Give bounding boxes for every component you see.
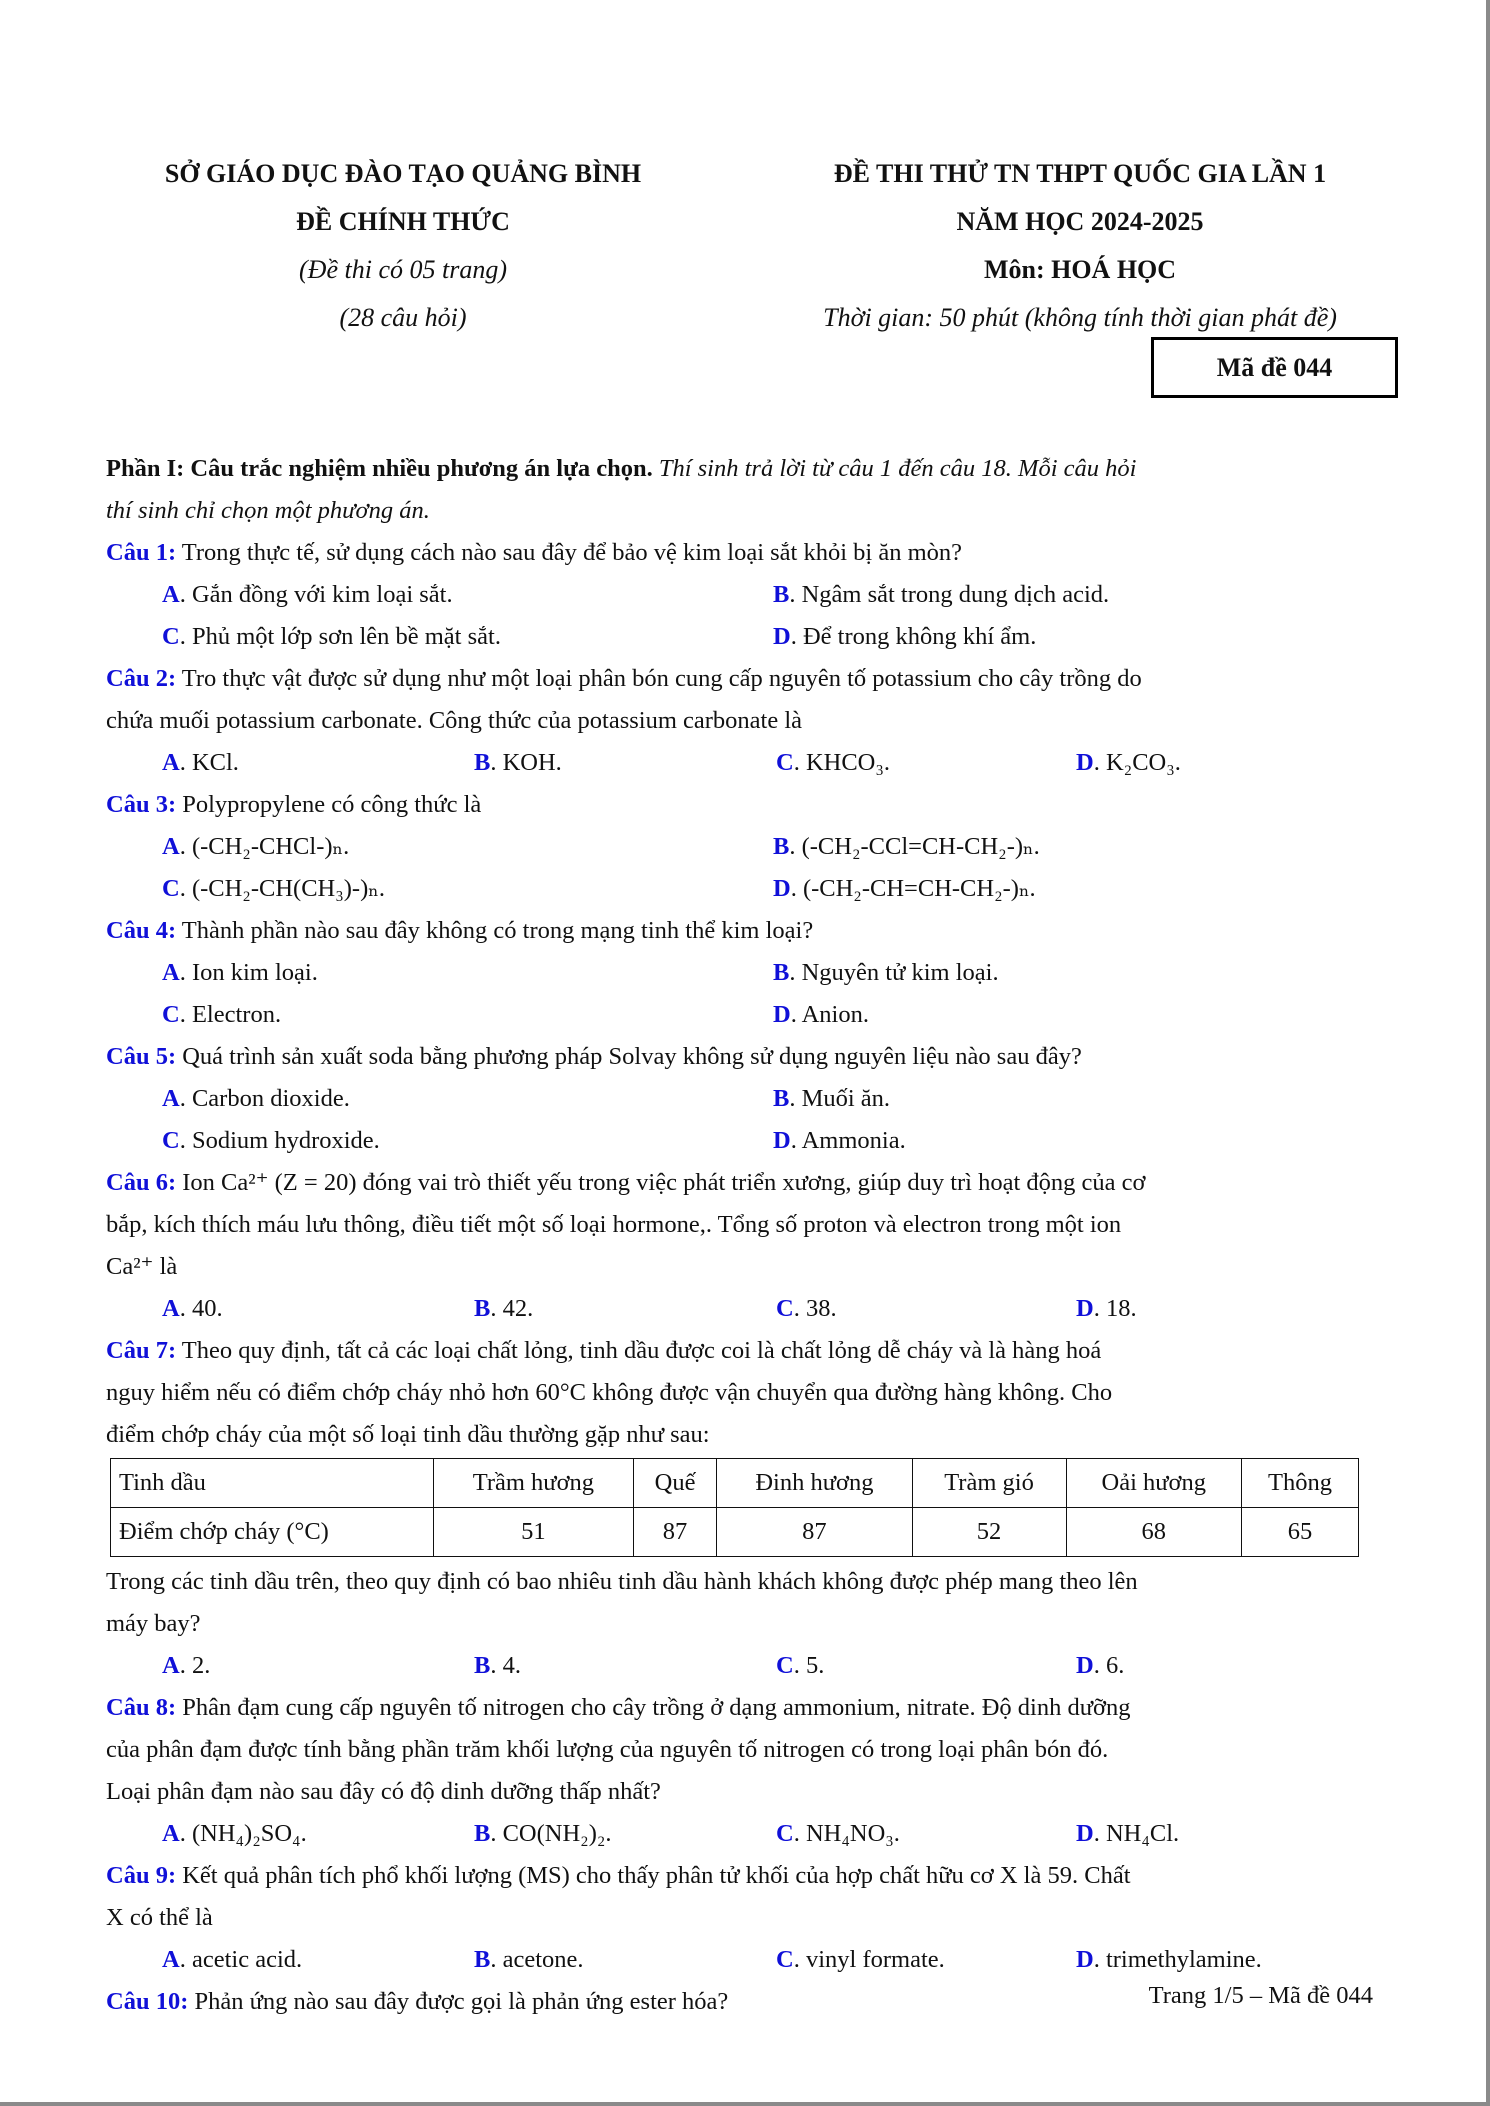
- option-text: . NH₄NO₃.: [793, 1820, 900, 1847]
- option-text: . Ngâm sắt trong dung dịch acid.: [789, 581, 1110, 608]
- option-letter: D: [1076, 1946, 1094, 1973]
- question-text-cont: điểm chớp cháy của một số loại tinh dầu thường gặp như sau:: [106, 1421, 710, 1448]
- option-b[interactable]: [474, 1288, 776, 1330]
- header-left: [118, 150, 688, 342]
- option-b[interactable]: [773, 826, 1384, 868]
- option-text: . 5.: [793, 1652, 825, 1679]
- option-letter: B: [773, 1085, 790, 1112]
- option-letter: A: [162, 1085, 180, 1112]
- table-cell: Đinh hương: [717, 1459, 912, 1508]
- option-text: . Ion kim loại.: [179, 959, 318, 986]
- question-3: [106, 784, 1384, 826]
- option-b[interactable]: [773, 952, 1384, 994]
- option-text: . K₂CO₃.: [1093, 749, 1181, 776]
- option-text: . 40.: [179, 1295, 223, 1322]
- option-b[interactable]: [773, 1078, 1384, 1120]
- option-b[interactable]: [474, 1939, 776, 1981]
- option-letter: D: [773, 875, 791, 902]
- option-text: . Để trong không khí ẩm.: [790, 623, 1037, 650]
- option-a[interactable]: [162, 1078, 773, 1120]
- options-row: [106, 1078, 1384, 1120]
- option-text: . Phủ một lớp sơn lên bề mặt sắt.: [179, 623, 501, 650]
- option-d[interactable]: [1076, 742, 1376, 784]
- table-cell: Điểm chớp cháy (°C): [111, 1508, 434, 1557]
- option-text: . Ammonia.: [790, 1127, 906, 1154]
- option-a[interactable]: [162, 826, 773, 868]
- question-1: [106, 532, 1384, 574]
- question-label: Câu 7:: [106, 1337, 177, 1364]
- option-text: . KCl.: [179, 749, 239, 776]
- option-letter: A: [162, 833, 180, 860]
- question-5: [106, 1036, 1384, 1078]
- flash-point-table: [110, 1458, 1359, 1557]
- options-row: [106, 952, 1384, 994]
- option-d[interactable]: [773, 616, 1384, 658]
- question-text-cont: nguy hiểm nếu có điểm chớp cháy nhỏ hơn 60°C không được vận chuyển qua đường hàng không. Cho: [106, 1379, 1113, 1406]
- question-label: Câu 2:: [106, 665, 177, 692]
- table-cell: Tràm gió: [912, 1459, 1066, 1508]
- option-text: . NH₄Cl.: [1093, 1820, 1180, 1847]
- options-row: [106, 1120, 1384, 1162]
- option-letter: C: [162, 1001, 180, 1028]
- question-8: [106, 1687, 1384, 1729]
- option-letter: D: [1076, 1295, 1094, 1322]
- question-text: Thành phần nào sau đây không có trong mạng tinh thể kim loại?: [176, 917, 814, 944]
- option-text: . 6.: [1093, 1652, 1125, 1679]
- option-d[interactable]: [773, 1120, 1384, 1162]
- option-letter: B: [474, 1820, 491, 1847]
- option-letter: B: [474, 1946, 491, 1973]
- option-b[interactable]: [773, 574, 1384, 616]
- option-a[interactable]: [162, 574, 773, 616]
- option-text: . KHCO₃.: [793, 749, 891, 776]
- official-exam-label: ĐỀ CHÍNH THỨC: [296, 207, 510, 236]
- option-text: . Gắn đồng với kim loại sắt.: [179, 581, 453, 608]
- option-a[interactable]: [162, 952, 773, 994]
- table-cell: Thông: [1242, 1459, 1359, 1508]
- option-c[interactable]: [162, 1120, 773, 1162]
- option-a[interactable]: [162, 1813, 474, 1855]
- subject: Môn: HOÁ HỌC: [983, 255, 1177, 284]
- option-letter: A: [162, 1295, 180, 1322]
- question-7: [106, 1330, 1384, 1372]
- question-label: Câu 3:: [106, 791, 177, 818]
- option-text: . Carbon dioxide.: [179, 1085, 350, 1112]
- option-letter: A: [162, 1652, 180, 1679]
- option-text: . 38.: [793, 1295, 837, 1322]
- option-text: . Electron.: [179, 1001, 282, 1028]
- option-letter: B: [474, 1295, 491, 1322]
- option-text: . CO(NH₂)₂.: [490, 1820, 612, 1847]
- option-d[interactable]: [773, 868, 1384, 910]
- options-row: [106, 1813, 1384, 1855]
- option-letter: C: [162, 875, 180, 902]
- school-year: NĂM HỌC 2024-2025: [956, 207, 1204, 236]
- option-c[interactable]: [776, 742, 1076, 784]
- table-cell: 68: [1066, 1508, 1241, 1557]
- question-label: Câu 8:: [106, 1694, 177, 1721]
- option-letter: A: [162, 749, 180, 776]
- question-4: [106, 910, 1384, 952]
- questions-note: (28 câu hỏi): [339, 303, 467, 332]
- option-c[interactable]: [776, 1645, 1076, 1687]
- option-text: . (-CH₂-CH=CH-CH₂-)ₙ.: [790, 875, 1036, 902]
- option-letter: B: [773, 959, 790, 986]
- section-title: Phần I: Câu trắc nghiệm nhiều phương án lựa chọn.: [106, 455, 653, 482]
- option-b[interactable]: [474, 742, 776, 784]
- option-d[interactable]: [1076, 1645, 1376, 1687]
- question-label: Câu 10:: [106, 1988, 189, 2015]
- option-text: . 42.: [490, 1295, 534, 1322]
- section-heading: [106, 448, 1384, 490]
- option-c[interactable]: [776, 1813, 1076, 1855]
- question-text: Theo quy định, tất cả các loại chất lỏng, tinh dầu được coi là chất lỏng dễ cháy và là hàng hoá: [176, 1337, 1102, 1364]
- option-letter: D: [1076, 749, 1094, 776]
- table-cell: 87: [717, 1508, 912, 1557]
- options-row: [106, 868, 1384, 910]
- table-cell: 87: [633, 1508, 717, 1557]
- option-text: . trimethylamine.: [1093, 1946, 1262, 1973]
- option-d[interactable]: [1076, 1288, 1376, 1330]
- exam-title: ĐỀ THI THỬ TN THPT QUỐC GIA LẦN 1: [833, 159, 1327, 188]
- option-c[interactable]: [162, 616, 773, 658]
- question-text: Ion Ca²⁺ (Z = 20) đóng vai trò thiết yếu trong việc phát triển xương, giúp duy trì hoạt động của cơ: [176, 1169, 1146, 1196]
- option-letter: B: [773, 581, 790, 608]
- option-letter: C: [776, 1652, 794, 1679]
- options-row: [106, 1288, 1384, 1330]
- question-text-cont: chứa muối potassium carbonate. Công thức của potassium carbonate là: [106, 707, 803, 734]
- option-d[interactable]: [1076, 1939, 1376, 1981]
- option-a[interactable]: [162, 1645, 474, 1687]
- options-row: [106, 574, 1384, 616]
- option-text: . Nguyên tử kim loại.: [789, 959, 999, 986]
- options-row: [106, 616, 1384, 658]
- option-b[interactable]: [474, 1645, 776, 1687]
- option-text: . (-CH₂-CH(CH₃)-)ₙ.: [179, 875, 385, 902]
- option-a[interactable]: [162, 1288, 474, 1330]
- option-b[interactable]: [474, 1813, 776, 1855]
- question-label: Câu 9:: [106, 1862, 177, 1889]
- page-footer: Trang 1/5 – Mã đề 044: [1148, 1982, 1373, 2009]
- option-c[interactable]: [776, 1939, 1076, 1981]
- option-letter: B: [773, 833, 790, 860]
- question-9: [106, 1855, 1384, 1897]
- option-letter: C: [162, 1127, 180, 1154]
- option-text: . 18.: [1093, 1295, 1137, 1322]
- question-text: Trong thực tế, sử dụng cách nào sau đây để bảo vệ kim loại sắt khỏi bị ăn mòn?: [176, 539, 963, 566]
- question-text: Phân đạm cung cấp nguyên tố nitrogen cho cây trồng ở dạng ammonium, nitrate. Độ dinh dưỡng: [176, 1694, 1131, 1721]
- question-text-cont: X có thể là: [106, 1904, 213, 1931]
- option-letter: D: [1076, 1652, 1094, 1679]
- option-c[interactable]: [162, 868, 773, 910]
- exam-content: [106, 448, 1384, 2023]
- table-cell: Trầm hương: [434, 1459, 634, 1508]
- question-text: Quá trình sản xuất soda bằng phương pháp Solvay không sử dụng nguyên liệu nào sau đây?: [176, 1043, 1082, 1070]
- option-letter: D: [1076, 1820, 1094, 1847]
- question-text-cont: Ca²⁺ là: [106, 1253, 178, 1280]
- pages-note: (Đề thi có 05 trang): [299, 255, 507, 284]
- option-text: . (-CH₂-CHCl-)ₙ.: [179, 833, 350, 860]
- option-text: . (-CH₂-CCl=CH-CH₂-)ₙ.: [789, 833, 1040, 860]
- option-text: . Anion.: [790, 1001, 869, 1028]
- option-text: . vinyl formate.: [793, 1946, 945, 1973]
- section-instruction-cont: thí sinh chỉ chọn một phương án.: [106, 497, 430, 524]
- option-letter: C: [776, 1295, 794, 1322]
- question-2: [106, 658, 1384, 700]
- header-right: [745, 150, 1415, 342]
- option-letter: A: [162, 959, 180, 986]
- options-row: [106, 826, 1384, 868]
- table-cell: Oải hương: [1066, 1459, 1241, 1508]
- option-letter: A: [162, 581, 180, 608]
- table-cell: 52: [912, 1508, 1066, 1557]
- section-instruction: Thí sinh trả lời từ câu 1 đến câu 18. Mỗi câu hỏi: [652, 455, 1137, 482]
- options-row: [106, 1645, 1384, 1687]
- question-text: Phản ứng nào sau đây được gọi là phản ứng ester hóa?: [188, 1988, 729, 2015]
- option-letter: A: [162, 1820, 180, 1847]
- question-label: Câu 1:: [106, 539, 177, 566]
- option-text: . 2.: [179, 1652, 211, 1679]
- option-text: . 4.: [490, 1652, 521, 1679]
- question-6: [106, 1162, 1384, 1204]
- option-c[interactable]: [162, 994, 773, 1036]
- question-text: Polypropylene có công thức là: [176, 791, 482, 818]
- question-text-cont: Loại phân đạm nào sau đây có độ dinh dưỡng thấp nhất?: [106, 1778, 661, 1805]
- table-row: [111, 1508, 1359, 1557]
- option-letter: C: [776, 1820, 794, 1847]
- option-text: . acetic acid.: [179, 1946, 303, 1973]
- option-a[interactable]: [162, 1939, 474, 1981]
- option-letter: B: [474, 749, 491, 776]
- question-text: Tro thực vật được sử dụng như một loại phân bón cung cấp nguyên tố potassium cho cây trồng do: [176, 665, 1142, 692]
- option-letter: C: [776, 749, 794, 776]
- question-text: Kết quả phân tích phổ khối lượng (MS) cho thấy phân tử khối của hợp chất hữu cơ X là 59. Chất: [176, 1862, 1131, 1889]
- exam-code-box: Mã đề 044: [1151, 337, 1398, 398]
- question-text-cont: của phân đạm được tính bằng phần trăm khối lượng của nguyên tố nitrogen có trong loại phân bón đó.: [106, 1736, 1109, 1763]
- department-name: SỞ GIÁO DỤC ĐÀO TẠO QUẢNG BÌNH: [164, 159, 642, 188]
- options-row: [106, 742, 1384, 784]
- option-a[interactable]: [162, 742, 474, 784]
- question-text-cont: Trong các tinh dầu trên, theo quy định có bao nhiêu tinh dầu hành khách không được phép mang theo lên: [106, 1568, 1138, 1595]
- table-cell: Tinh dầu: [111, 1459, 434, 1508]
- exam-time: Thời gian: 50 phút (không tính thời gian phát đề): [823, 303, 1337, 332]
- option-c[interactable]: [776, 1288, 1076, 1330]
- option-d[interactable]: [1076, 1813, 1376, 1855]
- table-cell: 51: [434, 1508, 634, 1557]
- options-row: [106, 994, 1384, 1036]
- option-letter: B: [474, 1652, 491, 1679]
- option-d[interactable]: [773, 994, 1384, 1036]
- option-letter: C: [162, 623, 180, 650]
- option-letter: D: [773, 1127, 791, 1154]
- question-label: Câu 4:: [106, 917, 177, 944]
- option-letter: D: [773, 623, 791, 650]
- question-label: Câu 6:: [106, 1169, 177, 1196]
- question-text-cont: máy bay?: [106, 1610, 201, 1637]
- option-text: . (NH₄)₂SO₄.: [179, 1820, 307, 1847]
- option-text: . acetone.: [490, 1946, 584, 1973]
- option-text: . Sodium hydroxide.: [179, 1127, 380, 1154]
- option-letter: C: [776, 1946, 794, 1973]
- table-cell: 65: [1242, 1508, 1359, 1557]
- table-header-row: [111, 1459, 1359, 1508]
- option-text: . Muối ăn.: [789, 1085, 891, 1112]
- option-text: . KOH.: [490, 749, 562, 776]
- question-text-cont: bắp, kích thích máu lưu thông, điều tiết một số loại hormone,. Tổng số proton và electron trong một ion: [106, 1211, 1122, 1238]
- option-letter: A: [162, 1946, 180, 1973]
- table-cell: Quế: [633, 1459, 717, 1508]
- question-label: Câu 5:: [106, 1043, 177, 1070]
- option-letter: D: [773, 1001, 791, 1028]
- options-row: [106, 1939, 1384, 1981]
